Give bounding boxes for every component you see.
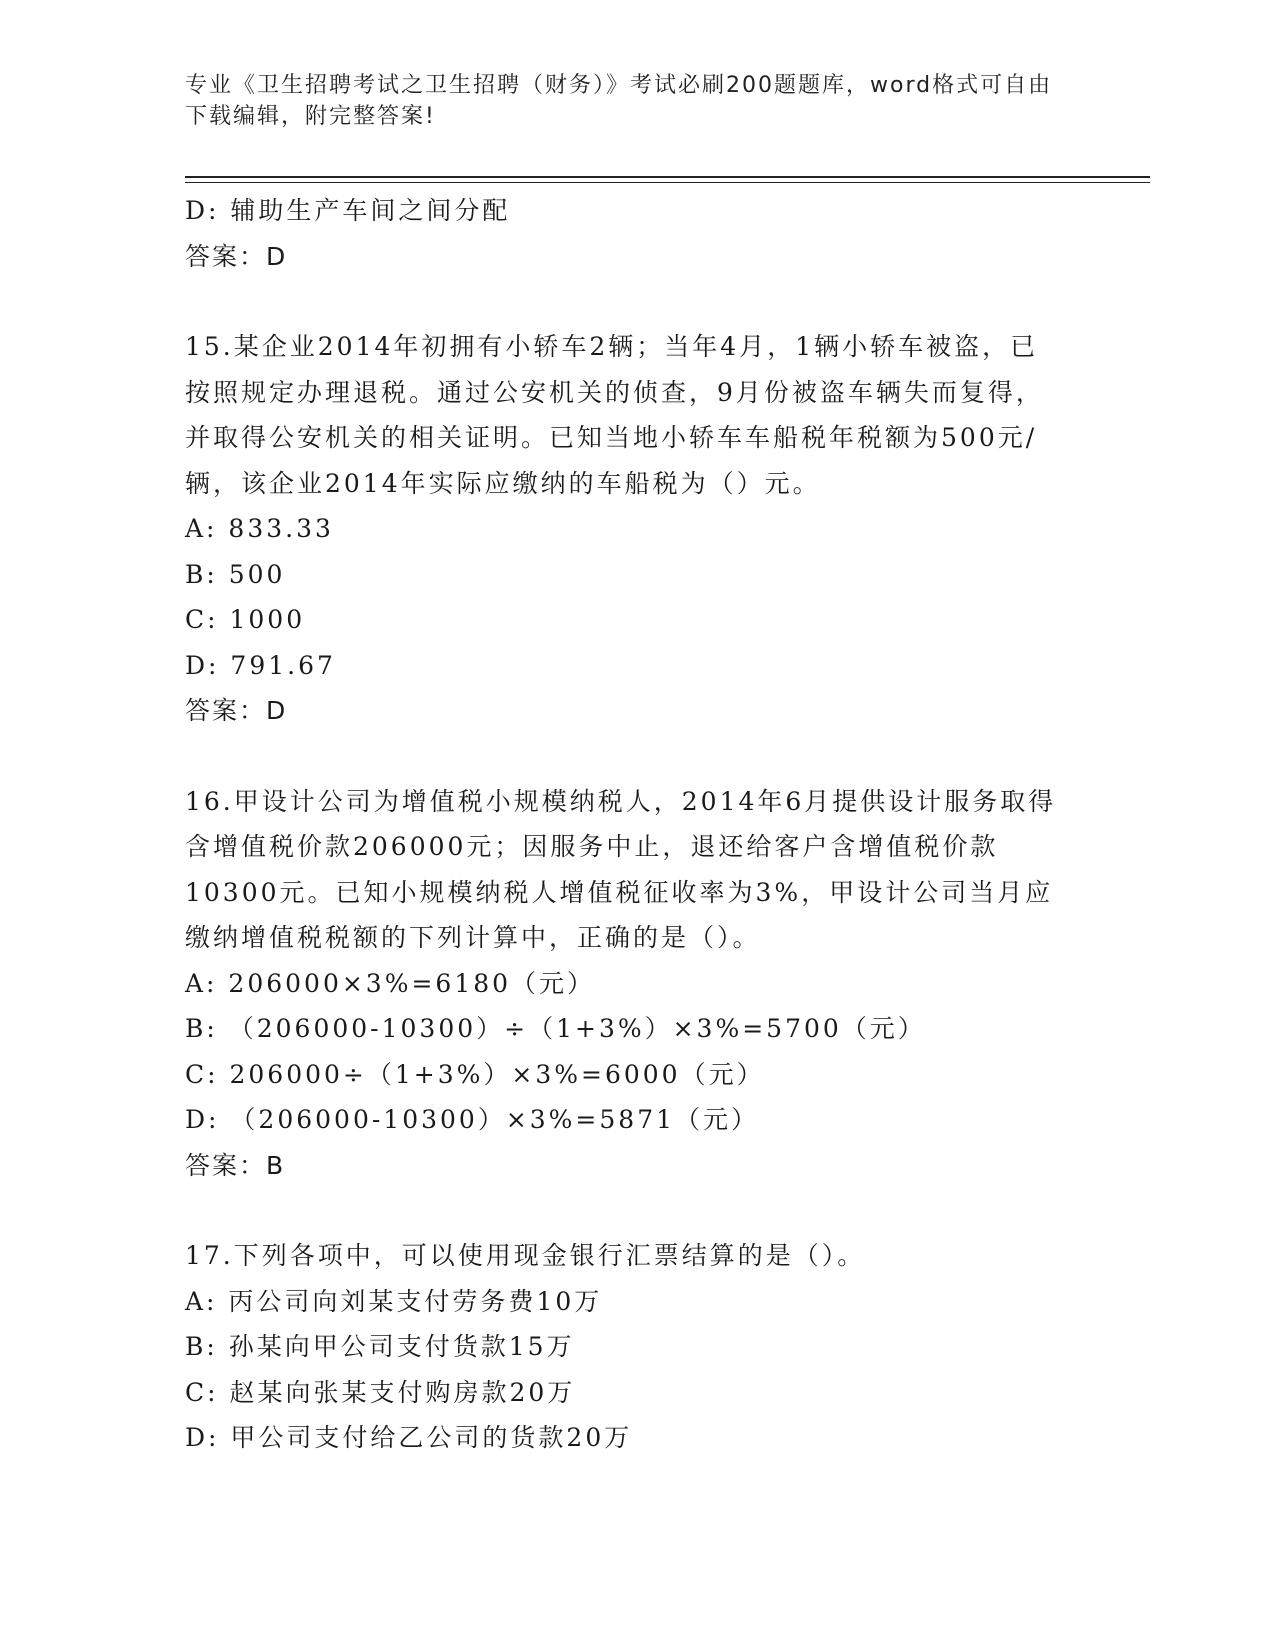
option-b: B: （206000-10300）÷（1+3%）×3%=5700（元） — [185, 1014, 926, 1043]
answer-line: 答案：D — [185, 241, 288, 271]
question-15 — [185, 324, 1085, 734]
question-stem-line: 辆，该企业2014年实际应缴纳的车船税为（）元。 — [185, 468, 821, 498]
option-d: D: 791.67 — [185, 650, 336, 680]
previous-question-fragment — [185, 188, 1085, 279]
question-stem-line: 17.下列各项中，可以使用现金银行汇票结算的是（）。 — [185, 1241, 866, 1270]
option-b: B: 孙某向甲公司支付货款15万 — [185, 1332, 575, 1361]
question-stem-line: 按照规定办理退税。通过公安机关的侦查，9月份被盗车辆失而复得， — [185, 377, 1044, 407]
question-stem-line: 缴纳增值税税额的下列计算中，正确的是（）。 — [185, 923, 761, 952]
answer-line: 答案：D — [185, 696, 288, 725]
option-a: A: 丙公司向刘某支付劳务费10万 — [185, 1286, 603, 1316]
question-stem-line: 16.甲设计公司为增值税小规模纳税人，2014年6月提供设计服务取得 — [185, 786, 1057, 816]
answer-line: 答案：B — [185, 1150, 286, 1180]
document-body — [185, 188, 1085, 1461]
header-divider-thin — [185, 182, 1150, 183]
option-d: D: （206000-10300）×3%=5871（元） — [185, 1105, 760, 1134]
question-stem-line: 10300元。已知小规模纳税人增值税征收率为3%，甲设计公司当月应 — [185, 877, 1054, 907]
option-a: A: 206000×3%=6180（元） — [185, 968, 596, 998]
question-17 — [185, 1233, 1085, 1461]
option-b: B: 500 — [185, 559, 286, 589]
option-a: A: 833.33 — [185, 514, 334, 543]
option-c: C: 206000÷（1+3%）×3%=6000（元） — [185, 1059, 765, 1089]
option-c: C: 赵某向张某支付购房款20万 — [185, 1377, 576, 1407]
question-16 — [185, 779, 1085, 1189]
page-header: 专业《卫生招聘考试之卫生招聘（财务）》考试必刷200题题库，word格式可自由下载编辑，附完整答案! — [185, 73, 1053, 129]
option-d: D: 辅助生产车间之间分配 — [185, 196, 511, 225]
option-c: C: 1000 — [185, 605, 306, 634]
question-stem-line: 含增值税价款206000元；因服务中止，退还给客户含增值税价款 — [185, 832, 999, 861]
question-stem-line: 15.某企业2014年初拥有小轿车2辆；当年4月，1辆小轿车被盗，已 — [185, 332, 1039, 361]
header-divider — [185, 176, 1150, 178]
question-stem-line: 并取得公安机关的相关证明。已知当地小轿车车船税年税额为500元/ — [185, 423, 1038, 452]
option-d: D: 甲公司支付给乙公司的货款20万 — [185, 1423, 633, 1452]
